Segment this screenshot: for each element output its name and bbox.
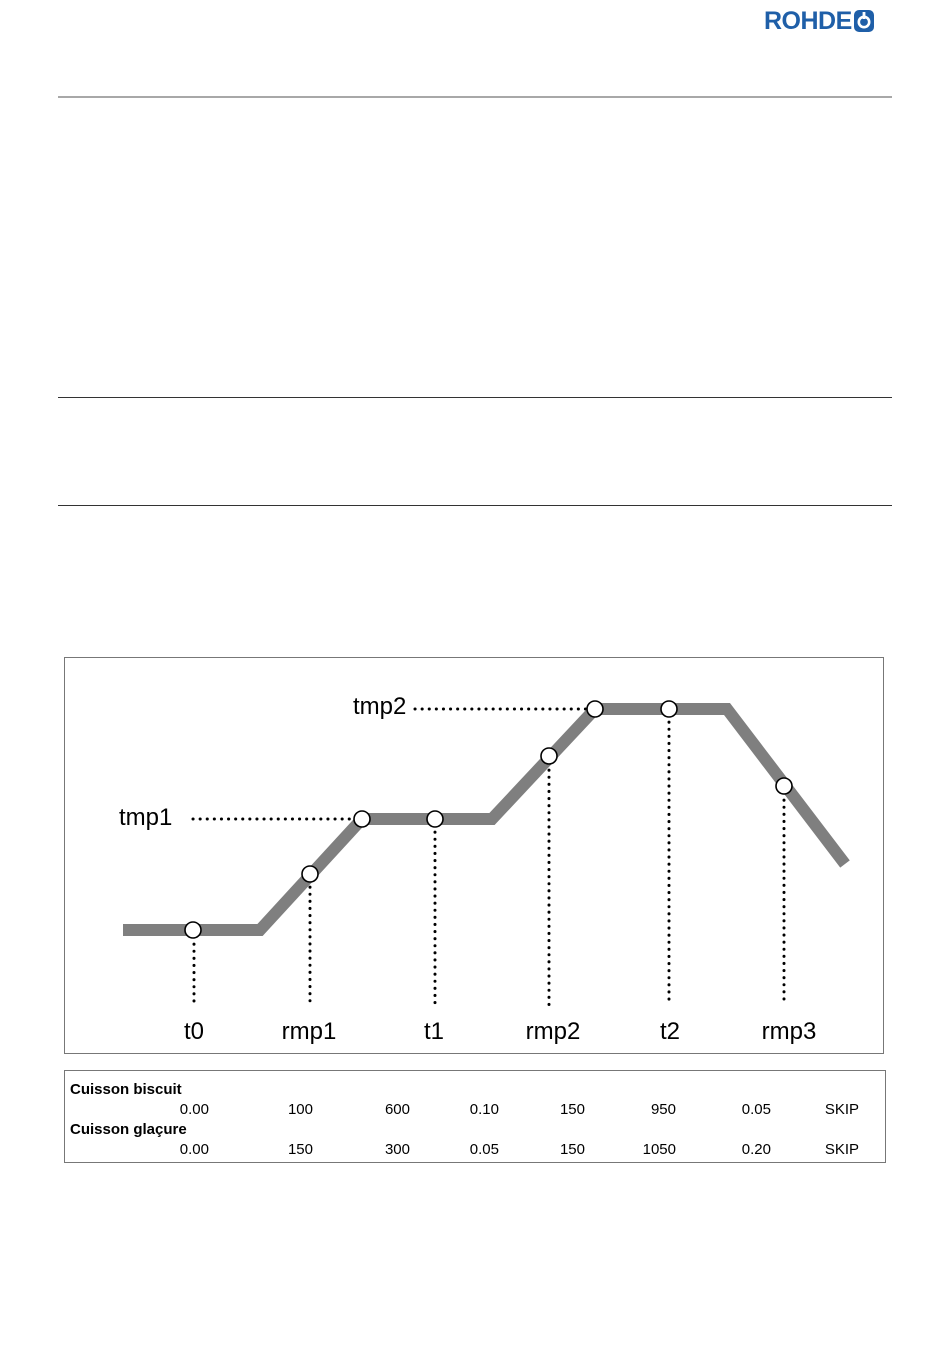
table-cell: 0.05 xyxy=(469,1141,499,1158)
table-cell: 0.00 xyxy=(179,1141,209,1158)
table-cell: 150 xyxy=(559,1101,585,1118)
rmp1-label: rmp1 xyxy=(281,1018,337,1045)
tmp1-point xyxy=(354,811,370,827)
table-cell: 150 xyxy=(559,1141,585,1158)
rmp3-label: rmp3 xyxy=(761,1018,817,1045)
brand-mark-icon xyxy=(853,9,875,33)
table-cell: 0.20 xyxy=(741,1141,771,1158)
rmp3-point xyxy=(776,778,792,794)
rmp2-point xyxy=(541,748,557,764)
t1-point xyxy=(427,811,443,827)
firing-profile-diagram xyxy=(64,657,884,1054)
table-cell: SKIP xyxy=(824,1141,859,1158)
row-title-biscuit: Cuisson biscuit xyxy=(70,1081,182,1098)
section-divider xyxy=(58,505,892,506)
brand-name: ROHDE xyxy=(764,7,852,35)
header-divider xyxy=(58,96,892,98)
program-table xyxy=(64,1070,886,1163)
section-divider xyxy=(58,397,892,398)
brand-logo xyxy=(764,6,875,36)
tmp2-label: tmp2 xyxy=(353,693,407,720)
table-cell: 600 xyxy=(384,1101,410,1118)
t1-label: t1 xyxy=(423,1018,445,1045)
t2-label: t2 xyxy=(659,1018,681,1045)
table-cell: 0.10 xyxy=(469,1101,499,1118)
table-cell: 0.05 xyxy=(741,1101,771,1118)
row-title-glacure: Cuisson glaçure xyxy=(70,1121,187,1138)
tmp2-point xyxy=(587,701,603,717)
table-cell: 100 xyxy=(287,1101,313,1118)
t0-point xyxy=(185,922,201,938)
table-cell: 150 xyxy=(287,1141,313,1158)
t2-point xyxy=(661,701,677,717)
t0-label: t0 xyxy=(183,1018,205,1045)
table-cell: 1050 xyxy=(642,1141,676,1158)
table-cell: SKIP xyxy=(824,1101,859,1118)
rmp2-label: rmp2 xyxy=(525,1018,581,1045)
table-cell: 0.00 xyxy=(179,1101,209,1118)
tmp1-label: tmp1 xyxy=(119,804,173,831)
firing-profile-svg xyxy=(65,658,885,1055)
table-cell: 300 xyxy=(384,1141,410,1158)
table-cell: 950 xyxy=(650,1101,676,1118)
temperature-profile-line xyxy=(123,709,845,930)
rmp1-point xyxy=(302,866,318,882)
